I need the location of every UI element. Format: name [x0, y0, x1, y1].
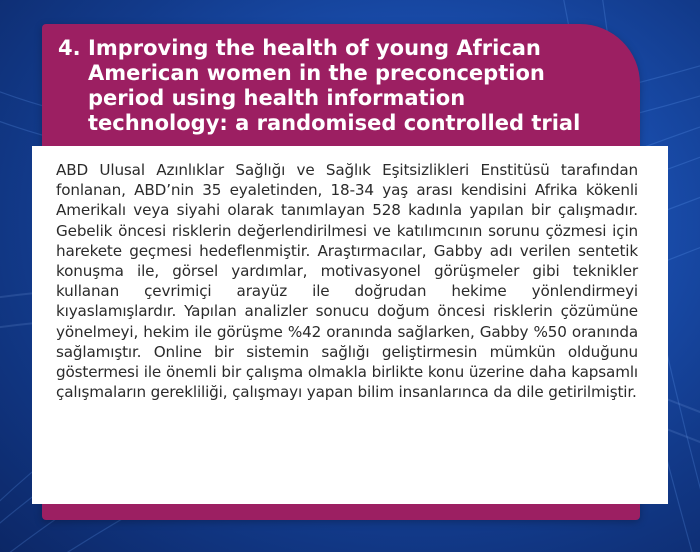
- title-line-2: American women in the preconception: [88, 61, 545, 85]
- article-title: [58, 36, 618, 136]
- article-body-text: ABD Ulusal Azınlıklar Sağlığı ve Sağlık Eşitsizlikleri Enstitüsü tarafından fonlanan, ABD’nin 35 eyaletinden, 18-34 yaş arası kendisini Afrika kökenli Amerikalı veya siyahi olarak tanımlayan 528 kadınla yapılan bir çalışmadır. Gebelik öncesi risklerin değerlendirilmesi ve katılımcının sorunu çözmesi için harekete geçmesi hedeflenmiştir. Araştırmacılar, Gabby adı verilen sentetik konuşma ile, görsel yardımlar, motivasyonel görüşmeler gibi teknikler kullanan çevrimiçi arayüz ile doğrudan hekime yönlendirmeyi kıyaslamışlardır. Yapılan analizler sonucu doğum öncesi risklerin çözümüne yönelmeyi, hekim ile görüşme %42 oranında sağlarken, Gabby %50 oranında sağlamıştır. Online bir sistemin sağlığı geliştirmesin mümkün olduğunu göstermesi ile önemli bir çalışma olmakla birlikte konu üzerine daha kapsamlı çalışmaların gerekliliği, çalışmayı yapan bilim insanlarınca da dile getirilmiştir.: [56, 161, 638, 402]
- title-line-4: technology: a randomised controlled trial: [88, 111, 581, 135]
- title-line-3: period using health information: [88, 86, 466, 110]
- title-line-1: 4. Improving the health of young African: [58, 36, 541, 60]
- article-number: 4.: [58, 36, 81, 60]
- article-body-box: [32, 146, 668, 504]
